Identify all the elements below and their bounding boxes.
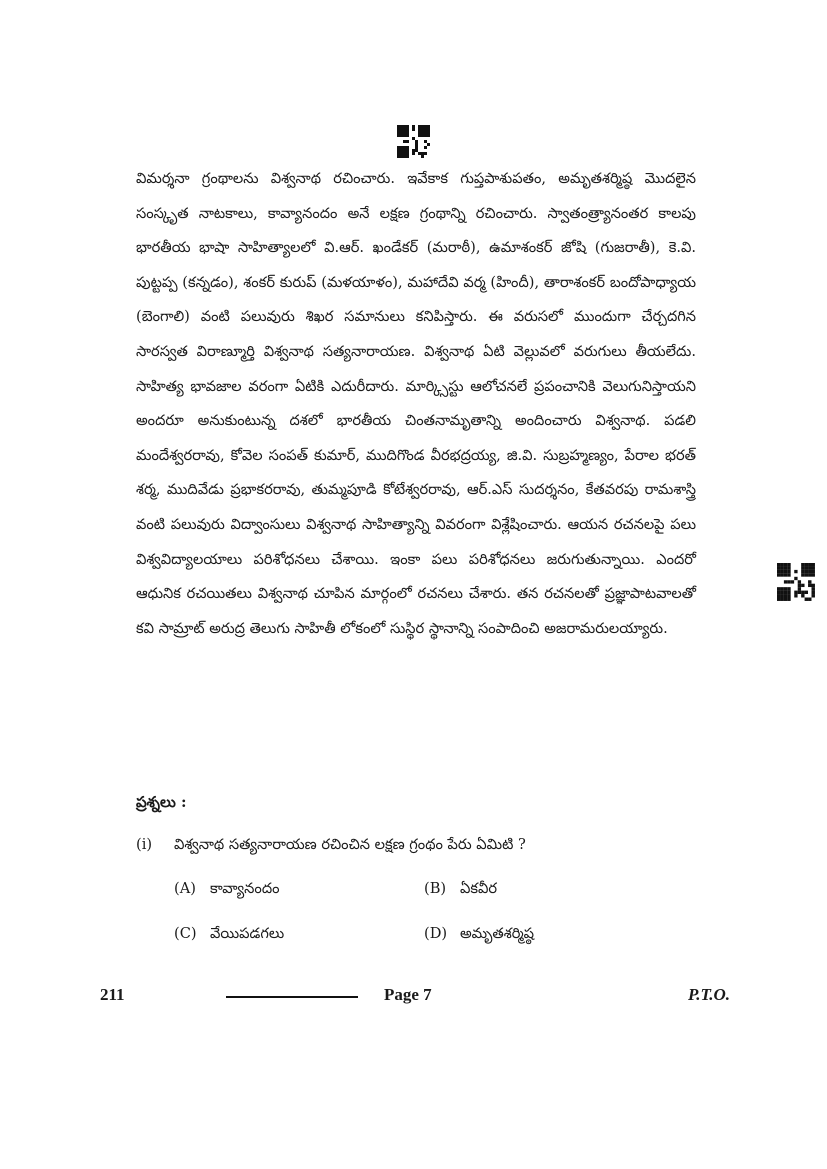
- question-item: [136, 836, 696, 857]
- option-b: [424, 880, 497, 901]
- option-c: [174, 925, 284, 946]
- qr-code-icon: [397, 125, 430, 158]
- passage-text: విమర్శనా గ్రంథాలను విశ్వనాథ రచించారు. ఇవేకాక గుప్తపాశుపతం, అమృతశర్మిష్ఠ మొదలైన సంస్కృత నాటకాలు, కావ్యానందం అనే లక్షణ గ్రంథాన్ని రచించారు. స్వాతంత్ర్యానంతర కాలపు భారతీయ భాషా సాహిత్యాలలో వి.ఆర్. ఖండేకర్ (మరాఠీ), ఉమాశంకర్ జోషి (గుజరాతీ), కె.వి. పుట్టప్ప (కన్నడం), శంకర్ కురుప్ (మళయాళం), మహాదేవి వర్మ (హిందీ), తారాశంకర్ బందోపాధ్యాయ (బెంగాలి) వంటి పలువురు శిఖర సమానులు కనిపిస్తారు. ఈ వరుసలో ముందుగా చేర్చదగిన సారస్వత విరాణ్మూర్తి విశ్వనాథ సత్యనారాయణ. విశ్వనాథ ఏటి వెల్లువలో వరుగులు తీయలేదు. సాహిత్య భావజాల వరంగా ఏటికి ఎదురీదారు. మార్క్సిస్టు ఆలోచనలే ప్రపంచానికి వెలుగునిస్తాయని అందరూ అనుకుంటున్న దశలో భారతీయ చింతనామృతాన్ని అందించారు విశ్వనాథ. పడలి మందేశ్వరరావు, కోవెల సంపత్ కుమార్, ముదిగొండ వీరభద్రయ్య, జి.వి. సుబ్రహ్మణ్యం, పేరాల భరత్ శర్మ, ముదివేడు ప్రభాకరరావు, తుమ్మపూడి కోటేశ్వరరావు, ఆర్.ఎస్ సుదర్శనం, కేతవరపు రామశాస్త్రి వంటి పలువురు విద్వాంసులు విశ్వనాథ సాహిత్యాన్ని వివరంగా విశ్లేషించారు. ఆయన రచనలపై పలు విశ్వవిద్యాలయాలు పరిశోధనలు చేశాయి. ఇంకా పలు పరిశోధనలు జరుగుతున్నాయి. ఎందరో ఆధునిక రచయితలు విశ్వనాథ చూపిన మార్గంలో రచనలు చేశారు. తన రచనలతో ప్రజ్ఞాపాటవాలతో కవి సామ్రాట్ అరుద్ర తెలుగు సాహితీ లోకంలో సుస్థిర స్థానాన్ని సంపాదించి అజరామరులయ్యారు.: [136, 170, 696, 637]
- option-d-label: (D): [424, 925, 448, 942]
- option-c-text: వేయిపడగలు: [210, 925, 285, 942]
- footer-divider: [226, 996, 358, 998]
- option-d-text: అమృతశర్మిష్ఠ: [460, 925, 535, 942]
- paper-code: 211: [100, 985, 125, 1004]
- question-number: (i): [136, 836, 153, 853]
- questions-heading: ప్రశ్నలు :: [136, 793, 187, 811]
- pto-label: P.T.O.: [688, 985, 731, 1004]
- option-a-label: (A): [174, 880, 196, 897]
- option-b-label: (B): [424, 880, 447, 897]
- option-a: [174, 880, 280, 901]
- qr-code-icon: [777, 563, 815, 601]
- page-number: Page 7: [384, 985, 432, 1004]
- option-a-text: కావ్యానందం: [210, 880, 280, 897]
- option-d: [424, 925, 534, 946]
- option-b-text: ఏకవీర: [460, 880, 498, 897]
- option-c-label: (C): [174, 925, 197, 942]
- question-text: విశ్వనాథ సత్యనారాయణ రచించిన లక్షణ గ్రంథం పేరు ఏమిటి ?: [174, 836, 526, 853]
